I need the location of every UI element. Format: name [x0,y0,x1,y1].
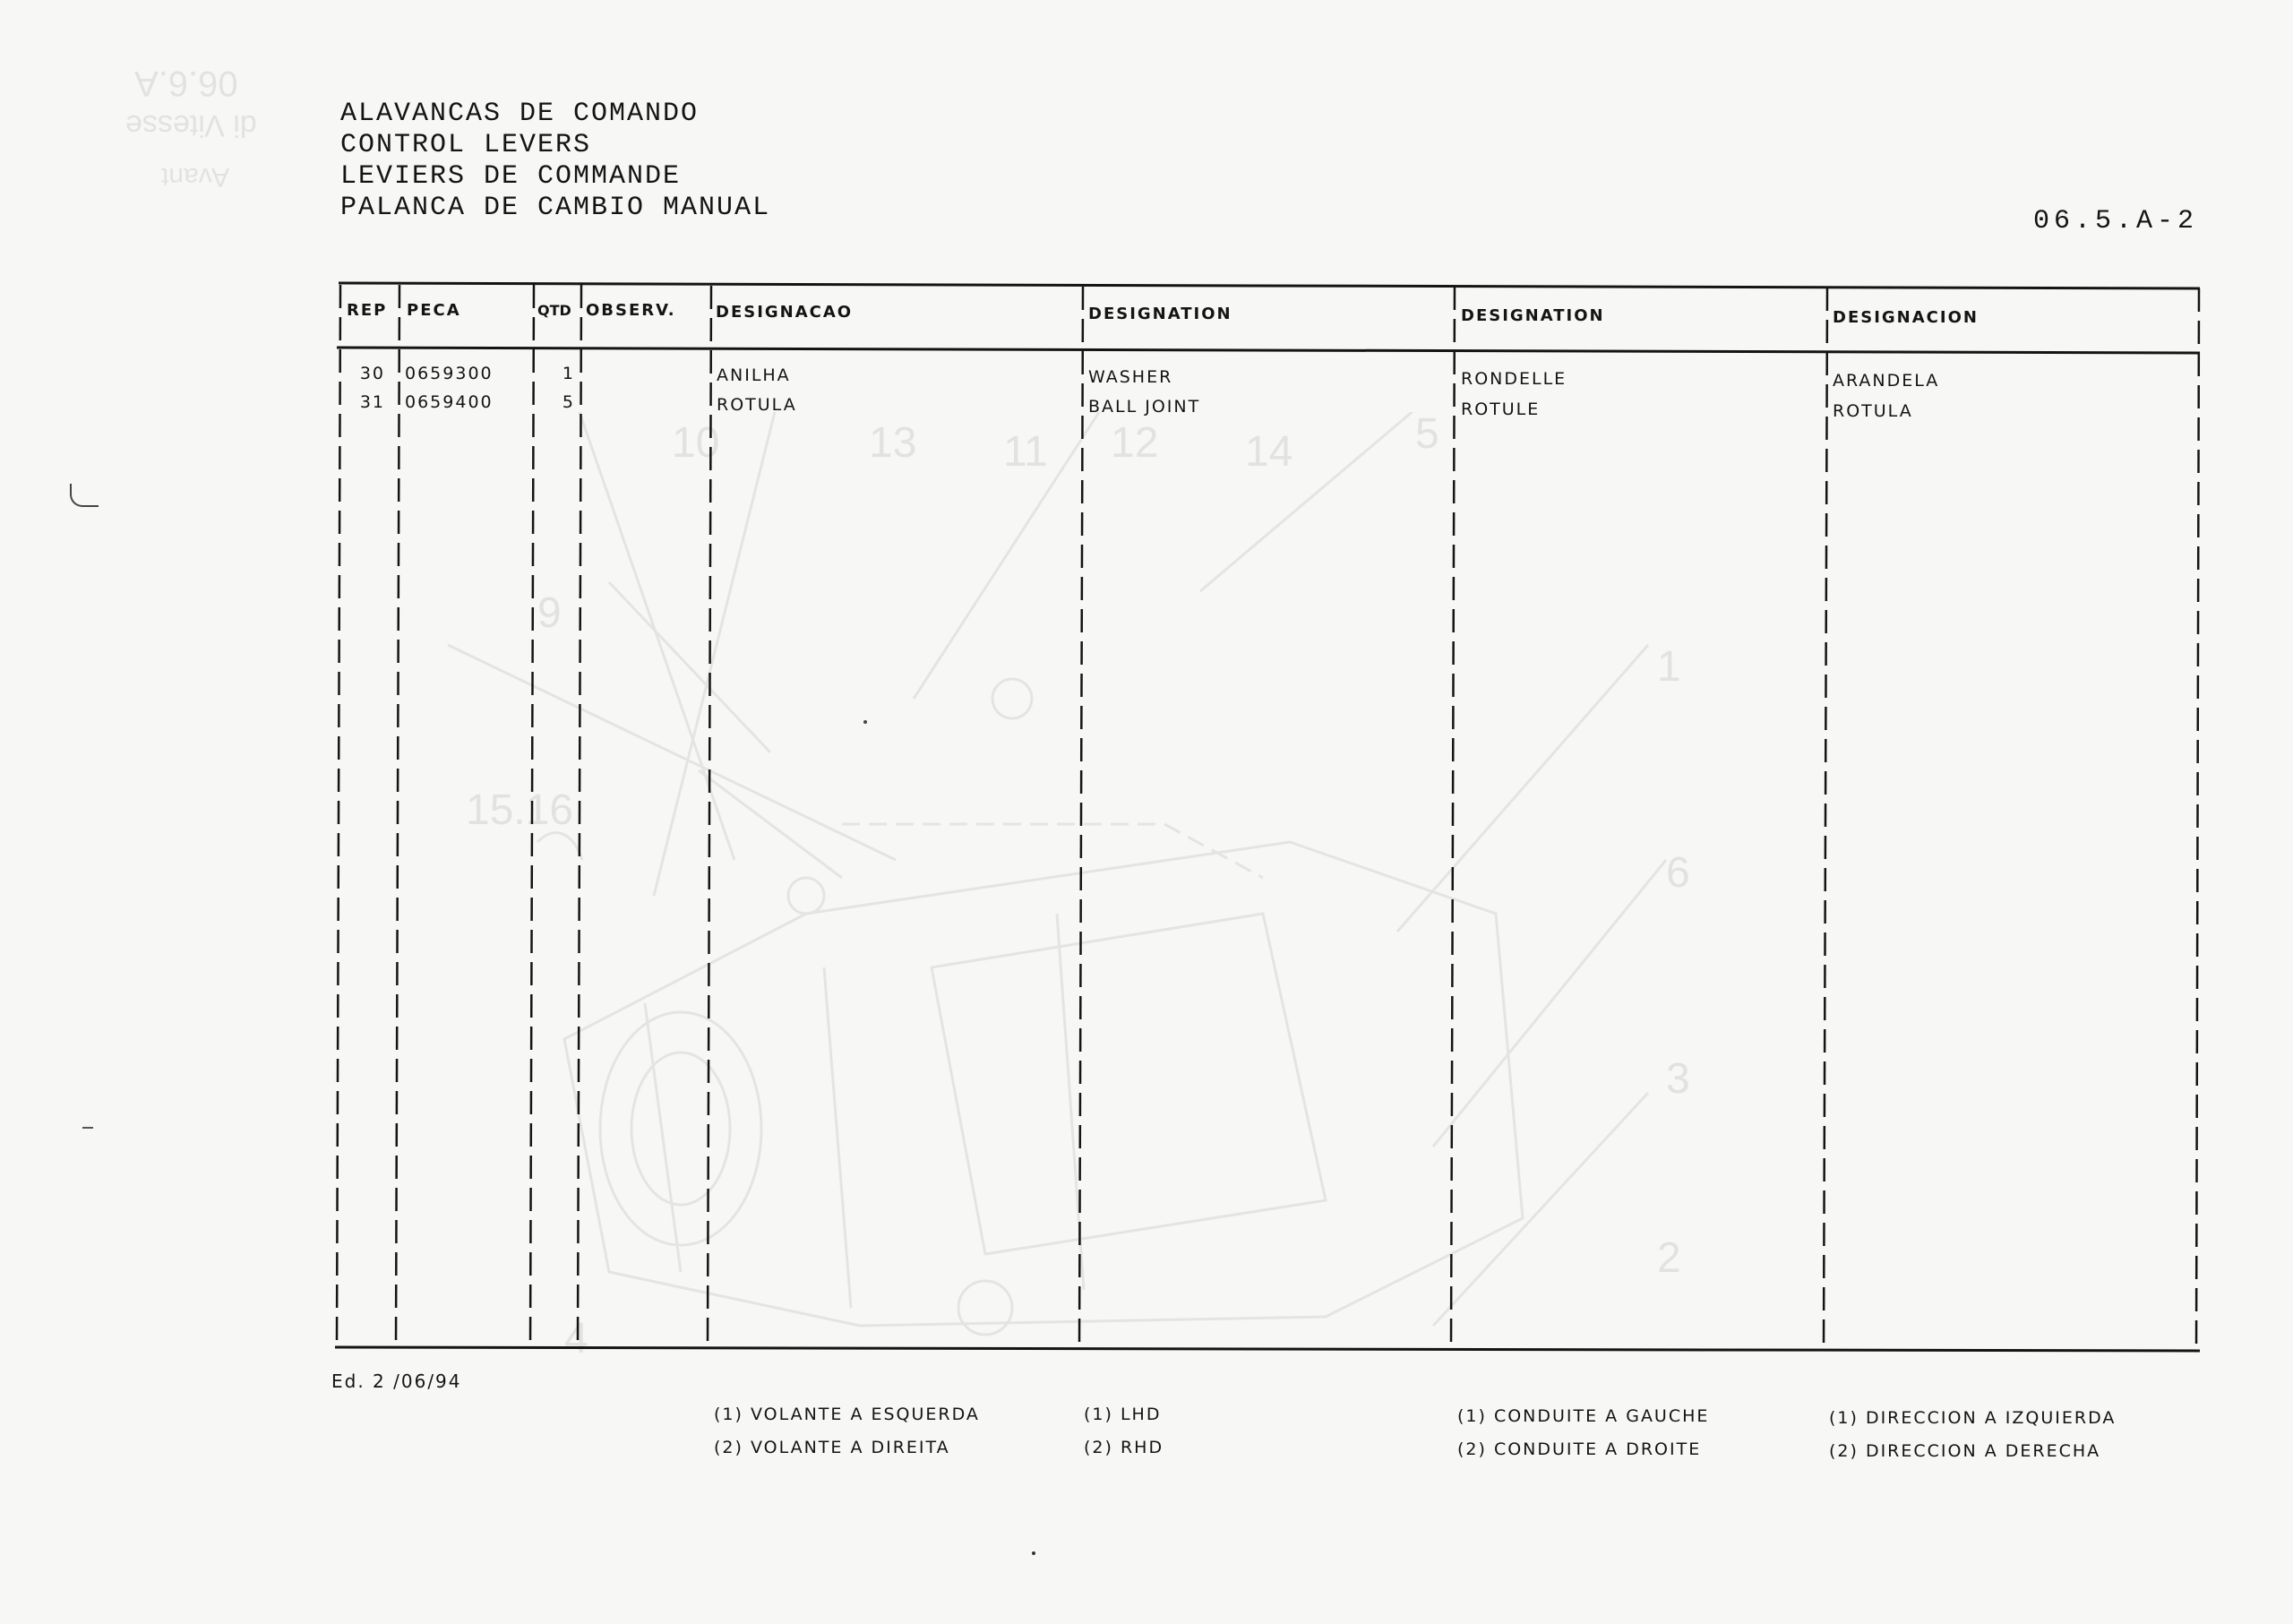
svg-text:13: 13 [869,419,917,467]
cell-pt: ANILHA [717,365,791,385]
cell-en: BALL JOINT [1088,397,1201,417]
footnote-en-2: (2) RHD [1084,1438,1164,1457]
col-header-designation-en: DESIGNATION [1088,305,1232,323]
footnote-fr-1: (1) CONDUITE A GAUCHE [1457,1406,1710,1426]
cell-peca: 0659400 [405,392,494,412]
page-code: 06.5.A-2 [2033,206,2199,236]
svg-text:15.16: 15.16 [466,786,574,834]
cell-fr: ROTULE [1461,400,1541,419]
svg-text:11: 11 [1003,428,1048,476]
svg-text:12: 12 [1111,419,1159,467]
cell-qtd: 5 [562,392,575,412]
footnote-es-1: (1) DIRECCION A IZQUIERDA [1829,1408,2117,1428]
col-header-peca: PECA [407,301,461,320]
col-header-designacao: DESIGNACAO [716,303,854,322]
footnote-fr-2: (2) CONDUITE A DROITE [1457,1439,1702,1459]
svg-text:3: 3 [1666,1055,1690,1103]
scan-mark [70,484,99,507]
cell-qtd: 1 [562,364,575,383]
ghost-text-line: di Vitesse [125,108,257,142]
svg-text:4: 4 [564,1315,588,1362]
svg-text:1: 1 [1657,643,1681,691]
col-header-observ: OBSERV. [586,301,676,320]
ghost-text-page-code: 06.6.A [134,64,238,103]
cell-es: ROTULA [1833,401,1913,421]
title-es: PALANCA DE CAMBIO MANUAL [340,193,771,223]
cell-fr: RONDELLE [1461,369,1567,389]
scan-mark [82,1127,93,1129]
col-header-rep: REP [347,301,388,320]
ghost-text-line: Avant [161,162,230,192]
cell-rep: 31 [359,392,385,412]
svg-text:14: 14 [1245,428,1293,476]
svg-text:9: 9 [537,589,562,637]
col-header-designation-fr: DESIGNATION [1461,306,1605,325]
cell-pt: ROTULA [717,395,797,415]
cell-en: WASHER [1088,367,1173,387]
scan-mark [863,720,867,724]
title-en: CONTROL LEVERS [340,130,592,160]
svg-text:5: 5 [1415,412,1439,458]
footnote-pt-2: (2) VOLANTE A DIREITA [714,1438,950,1457]
title-fr: LEVIERS DE COMMANDE [340,161,682,192]
col-header-designacion: DESIGNACION [1833,308,1979,327]
footnote-en-1: (1) LHD [1084,1405,1162,1424]
cell-rep: 30 [359,364,385,383]
footnote-es-2: (2) DIRECCION A DERECHA [1829,1441,2101,1461]
footnote-pt-1: (1) VOLANTE A ESQUERDA [714,1405,980,1424]
col-header-qtd: QTD [537,302,571,319]
svg-text:6: 6 [1666,849,1690,897]
cell-peca: 0659300 [405,364,494,383]
title-pt: ALAVANCAS DE COMANDO [340,99,700,129]
svg-text:2: 2 [1657,1234,1681,1282]
cell-es: ARANDELA [1833,371,1940,391]
scan-mark [1032,1551,1035,1555]
edition-date: Ed. 2 /06/94 [331,1371,462,1392]
svg-text:10: 10 [672,419,720,467]
